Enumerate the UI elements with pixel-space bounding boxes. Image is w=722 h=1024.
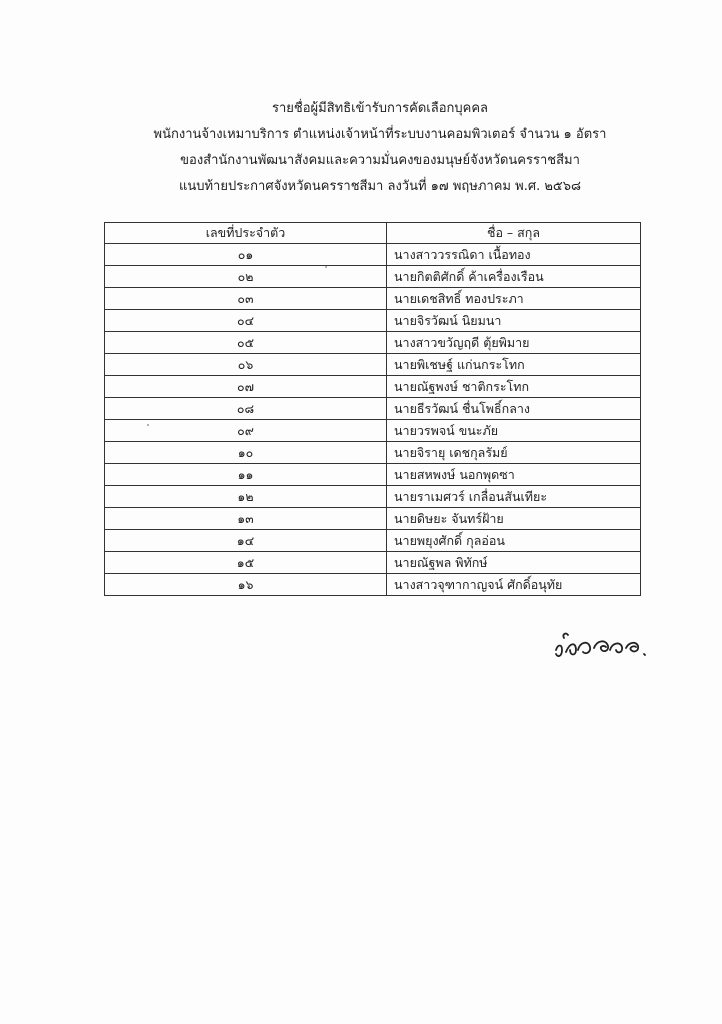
table-row: [105, 420, 641, 442]
table-row: [105, 354, 641, 376]
table-row: [105, 310, 641, 332]
table-row: [105, 552, 641, 574]
handwritten-signature: [550, 626, 660, 666]
scan-speck: [147, 424, 149, 426]
scan-speck: [325, 266, 327, 268]
candidate-id: ๐๑: [105, 244, 387, 266]
table-row: [105, 288, 641, 310]
candidate-id: ๑๑: [105, 464, 387, 486]
candidate-name: นายเดชสิทธิ์ ทองประภา: [387, 288, 641, 310]
candidate-id: ๐๕: [105, 332, 387, 354]
candidate-name: นายราเมศวร์ เกลื่อนสันเทียะ: [387, 486, 641, 508]
candidate-name: นายจิรายุ เดชกุลรัมย์: [387, 442, 641, 464]
table-row: [105, 574, 641, 596]
candidate-id: ๐๗: [105, 376, 387, 398]
candidate-id: ๑๔: [105, 530, 387, 552]
column-header-name: ชื่อ – สกุล: [387, 223, 641, 244]
candidate-id: ๑๖: [105, 574, 387, 596]
candidate-name: นายกิตติศักดิ์ ค้าเครื่องเรือน: [387, 266, 641, 288]
candidate-name: นายณัฐพล พิทักษ์: [387, 552, 641, 574]
column-header-id: เลขที่ประจำตัว: [105, 223, 387, 244]
table-row: [105, 464, 641, 486]
candidate-id: ๐๔: [105, 310, 387, 332]
table-row: [105, 332, 641, 354]
header-announcement-date: แนบท้ายประกาศจังหวัดนครราชสีมา ลงวันที่ ๑๗ พฤษภาคม พ.ศ. ๒๕๖๘: [178, 179, 582, 194]
candidate-id: ๑๐: [105, 442, 387, 464]
candidate-id: ๐๓: [105, 288, 387, 310]
candidate-name: นางสาววรรณิดา เนื้อทอง: [387, 244, 641, 266]
table-row: [105, 266, 641, 288]
candidate-name: นายธีรวัฒน์ ชื่นโพธิ์กลาง: [387, 398, 641, 420]
candidate-name: นายสหพงษ์ นอกพุดซา: [387, 464, 641, 486]
candidate-name: นายดิษยะ จันทร์ฝ้าย: [387, 508, 641, 530]
candidate-name: นางสาวจุฑากาญจน์ ศักดิ์อนุทัย: [387, 574, 641, 596]
table-row: [105, 376, 641, 398]
table-row: [105, 486, 641, 508]
table-row: [105, 530, 641, 552]
table-row: [105, 244, 641, 266]
candidate-name: นายณัฐพงษ์ ชาติกระโทก: [387, 376, 641, 398]
candidate-name: นายพิเชษฐ์ แก่นกระโทก: [387, 354, 641, 376]
table-row: [105, 398, 641, 420]
header-title: รายชื่อผู้มีสิทธิเข้ารับการคัดเลือกบุคคล: [271, 101, 488, 116]
header-position: พนักงานจ้างเหมาบริการ ตำแหน่งเจ้าหน้าที่ระบบงานคอมพิวเตอร์ จำนวน ๑ อัตรา: [153, 127, 607, 142]
candidate-id: ๐๖: [105, 354, 387, 376]
header-office: ของสำนักงานพัฒนาสังคมและความมั่นคงของมนุษย์จังหวัดนครราชสีมา: [180, 153, 580, 168]
document-header: [80, 96, 680, 200]
candidate-id: ๑๕: [105, 552, 387, 574]
table-row: [105, 508, 641, 530]
candidate-table: [104, 222, 641, 596]
candidate-id: ๐๙: [105, 420, 387, 442]
candidate-name: นายจิรวัฒน์ นิยมนา: [387, 310, 641, 332]
table-row: [105, 442, 641, 464]
candidate-id: ๑๓: [105, 508, 387, 530]
candidate-name: นางสาวขวัญฤดี ตุ้ยพิมาย: [387, 332, 641, 354]
signature-icon: [550, 626, 660, 666]
table-header-row: [105, 223, 641, 244]
candidate-id: ๐๘: [105, 398, 387, 420]
candidate-id: ๑๒: [105, 486, 387, 508]
candidate-id: ๐๒: [105, 266, 387, 288]
candidate-name: นายพยุงศักดิ์ กุลอ่อน: [387, 530, 641, 552]
candidate-name: นายวรพจน์ ขนะภัย: [387, 420, 641, 442]
